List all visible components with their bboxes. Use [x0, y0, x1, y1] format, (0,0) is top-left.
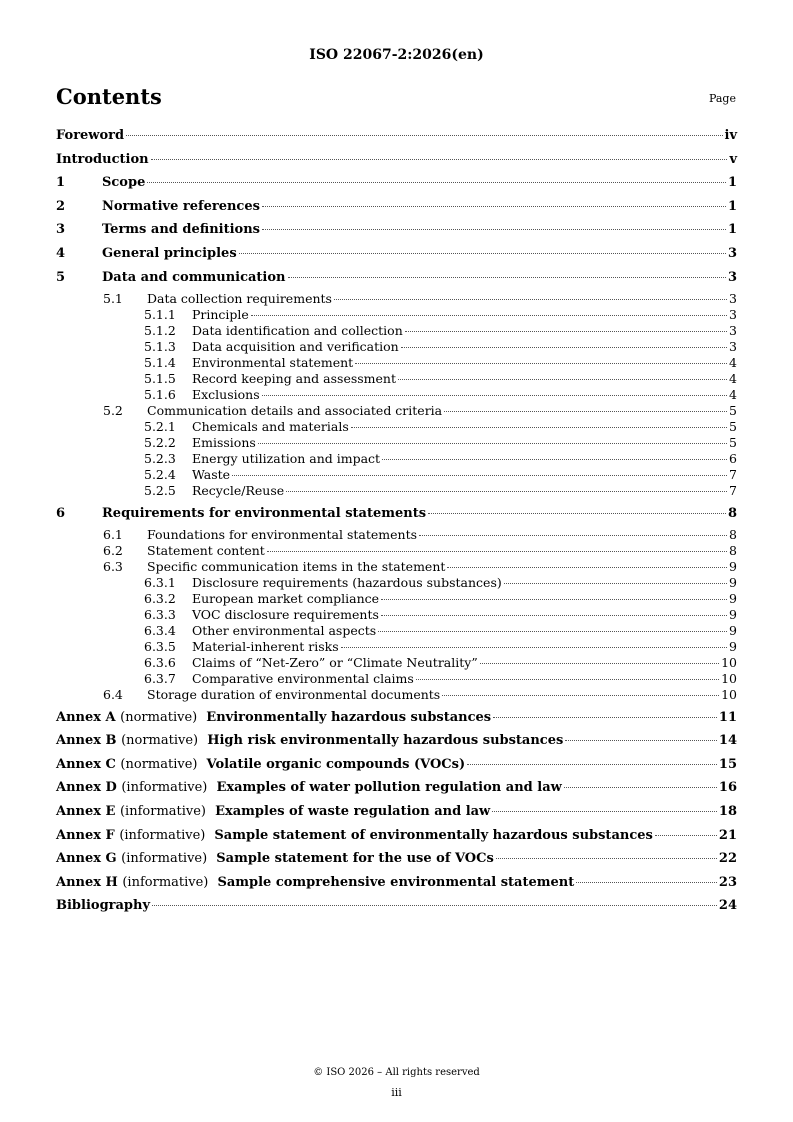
- toc-entry-number: 6.3.6: [144, 654, 176, 670]
- toc-entry-title: Record keeping and assessment: [192, 370, 396, 386]
- toc-entry-number: 6.4: [103, 686, 123, 702]
- toc-entry-page: 3: [727, 246, 737, 261]
- toc-entry[interactable]: [56, 483, 737, 499]
- toc-entry[interactable]: [56, 639, 737, 655]
- toc-entry-number: 6.2: [103, 542, 123, 558]
- toc-entry-number: 5.2: [103, 402, 123, 418]
- toc-entry-number: 5.2.5: [144, 482, 176, 498]
- dot-leader: [398, 379, 727, 380]
- annex-title: Volatile organic compounds (VOCs): [206, 756, 466, 772]
- toc-entry-page: 3: [729, 290, 737, 306]
- toc-entry-page: 10: [721, 654, 737, 670]
- toc-entry-page: 21: [718, 827, 737, 843]
- toc-entry-page: 5: [729, 434, 737, 450]
- toc-entry-page: 10: [721, 686, 737, 702]
- dot-leader: [262, 206, 726, 207]
- dot-leader: [564, 787, 717, 788]
- toc-entry[interactable]: [56, 419, 737, 435]
- toc-entry[interactable]: [56, 671, 737, 687]
- toc-entry-title: Chemicals and materials: [192, 418, 349, 434]
- toc-entry-page: 22: [718, 851, 737, 867]
- toc-entry[interactable]: [56, 291, 737, 307]
- dot-leader: [496, 858, 717, 859]
- document-id-header: ISO 22067-2:2026(en): [309, 47, 484, 63]
- dot-leader: [381, 615, 727, 616]
- toc-entry-page: 9: [729, 638, 737, 654]
- dot-leader: [428, 513, 726, 514]
- toc-entry-number: 5.2.2: [144, 434, 176, 450]
- annex-kind: (informative): [119, 804, 207, 819]
- annex-label: Annex B: [56, 733, 117, 749]
- toc-entry[interactable]: [56, 467, 737, 483]
- toc-entry-title: [56, 851, 494, 866]
- toc-entry[interactable]: [56, 506, 737, 526]
- dot-leader: [152, 905, 717, 906]
- dot-leader: [492, 811, 717, 812]
- toc-entry-page: 8: [727, 505, 737, 521]
- annex-title: Sample comprehensive environmental statement: [217, 874, 575, 890]
- toc-entry-number: 5.1: [103, 290, 123, 306]
- dot-leader: [341, 647, 727, 648]
- annex-title: Examples of waste regulation and law: [215, 804, 491, 819]
- toc-entry-page: 9: [729, 622, 737, 638]
- toc-entry-page: 3: [727, 269, 737, 285]
- toc-entry-number: 6.3.3: [144, 606, 176, 622]
- annex-kind: (informative): [119, 827, 206, 843]
- toc-entry-number: 5.1.6: [144, 386, 176, 402]
- toc-entry[interactable]: [56, 175, 737, 195]
- toc-entry-title: [56, 710, 491, 725]
- annex-title: Examples of water pollution regulation and law: [216, 780, 562, 796]
- dot-leader: [378, 631, 727, 632]
- annex-kind: (informative): [121, 851, 208, 867]
- annex-title: Sample statement of environmentally hazardous substances: [214, 827, 653, 843]
- toc-entry-page: 15: [718, 756, 737, 772]
- toc-entry-page: 24: [718, 898, 737, 914]
- toc-entry[interactable]: [56, 591, 737, 607]
- toc-entry[interactable]: [56, 371, 737, 387]
- toc-entry-title: Energy utilization and impact: [192, 450, 381, 466]
- toc-entry-number: 5.2.4: [144, 466, 176, 482]
- toc-entry-page: 8: [729, 542, 737, 558]
- toc-entry-page: 7: [729, 482, 737, 498]
- toc-entry-title: [56, 804, 490, 819]
- toc-entry-number: 6.1: [103, 526, 123, 542]
- toc-entry[interactable]: [56, 559, 737, 575]
- toc-entry-title: Specific communication items in the statement: [147, 558, 446, 574]
- toc-entry[interactable]: [56, 307, 737, 323]
- toc-entry-number: 5.1.2: [144, 322, 176, 338]
- toc-entry-page: 16: [718, 780, 737, 796]
- toc-entry-number: 6.3.7: [144, 670, 176, 686]
- toc-entry-title: Principle: [192, 306, 249, 322]
- toc-entry-title: Recycle/Reuse: [192, 482, 285, 498]
- dot-leader: [419, 535, 727, 536]
- toc-entry-title: Emissions: [192, 434, 256, 450]
- dot-leader: [258, 443, 727, 444]
- toc-entry-title: [56, 875, 574, 890]
- toc-entry[interactable]: [56, 875, 737, 895]
- dot-leader: [447, 567, 727, 568]
- toc-entry-page: 6: [729, 450, 737, 466]
- dot-leader: [576, 882, 717, 883]
- toc-entry-title: [56, 733, 563, 748]
- dot-leader: [655, 835, 717, 836]
- toc-entry[interactable]: [56, 323, 737, 339]
- toc-entry-number: 3: [56, 222, 66, 238]
- toc-entry-page: iv: [724, 128, 737, 143]
- toc-entry-number: 6.3.4: [144, 622, 176, 638]
- toc-entry-page: 9: [729, 590, 737, 606]
- toc-entry[interactable]: [56, 451, 737, 467]
- toc-entry-page: 10: [721, 670, 737, 686]
- annex-label: Annex D: [56, 780, 117, 796]
- toc-entry[interactable]: [56, 607, 737, 623]
- toc-entry[interactable]: [56, 543, 737, 559]
- toc-entry[interactable]: [56, 403, 737, 419]
- toc-entry-title: Foreword: [56, 128, 125, 143]
- toc-entry-number: 5: [56, 269, 66, 285]
- page-column-label: Page: [708, 92, 736, 105]
- toc-entry-title: Data acquisition and verification: [192, 338, 399, 354]
- toc-entry-number: 5.2.1: [144, 418, 176, 434]
- toc-entry-number: 6: [56, 505, 66, 521]
- toc-entry-page: 1: [727, 198, 737, 214]
- toc-entry[interactable]: [56, 828, 737, 848]
- toc-entry-title: [56, 757, 465, 772]
- dot-leader: [232, 475, 727, 476]
- toc-entry-number: 1: [56, 175, 66, 191]
- dot-leader: [493, 717, 717, 718]
- toc-entry-page: 23: [718, 874, 737, 890]
- dot-leader: [442, 695, 719, 696]
- toc-entry-title: Disclosure requirements (hazardous substances): [192, 574, 502, 590]
- toc-entry-page: 4: [729, 370, 737, 386]
- annex-title: High risk environmentally hazardous substances: [207, 733, 564, 749]
- toc-entry-page: 8: [729, 526, 737, 542]
- toc-entry[interactable]: [56, 387, 737, 403]
- toc-entry-title: [56, 780, 562, 795]
- toc-entry-page: v: [729, 151, 737, 167]
- toc-entry[interactable]: [56, 222, 737, 242]
- toc-entry[interactable]: [56, 128, 737, 148]
- toc-entry-title: Introduction: [56, 151, 149, 167]
- toc-entry-page: 9: [729, 574, 737, 590]
- toc-entry[interactable]: [56, 851, 737, 871]
- toc-entry[interactable]: [56, 804, 737, 824]
- toc-entry-number: 5.2.3: [144, 450, 176, 466]
- toc-entry-page: 1: [727, 222, 737, 238]
- dot-leader: [151, 159, 728, 160]
- dot-leader: [126, 135, 722, 136]
- toc-entry-title: Terms and definitions: [102, 222, 260, 238]
- annex-label: Annex A: [56, 709, 116, 725]
- toc-entry-number: 6.3.1: [144, 574, 176, 590]
- toc-entry-page: 4: [729, 386, 737, 402]
- toc-entry-page: 3: [729, 338, 737, 354]
- annex-kind: (normative): [121, 733, 199, 749]
- dot-leader: [480, 663, 719, 664]
- toc-entry-title: Claims of “Net-Zero” or “Climate Neutrality”: [192, 654, 478, 670]
- dot-leader: [381, 599, 727, 600]
- dot-leader: [382, 459, 727, 460]
- toc-entry-page: 7: [729, 466, 737, 482]
- annex-kind: (normative): [120, 709, 198, 725]
- copyright-notice: © ISO 2026 – All rights reserved: [313, 1067, 480, 1078]
- toc-entry-number: 5.1.1: [144, 306, 176, 322]
- toc-entry-title: [56, 828, 653, 843]
- dot-leader: [504, 583, 727, 584]
- dot-leader: [355, 363, 727, 364]
- toc-entry[interactable]: [56, 733, 737, 753]
- toc-entry-title: Material-inherent risks: [192, 638, 339, 654]
- toc-entry-title: Data collection requirements: [147, 290, 332, 306]
- toc-entry-number: 5.1.3: [144, 338, 176, 354]
- dot-leader: [288, 277, 726, 278]
- toc-entry-title: Statement content: [147, 542, 265, 558]
- toc-entry[interactable]: [56, 710, 737, 730]
- toc-entry-page: 3: [729, 322, 737, 338]
- toc-entry[interactable]: [56, 339, 737, 355]
- annex-title: Sample statement for the use of VOCs: [216, 851, 494, 867]
- annex-label: Annex G: [56, 851, 117, 867]
- toc-entry-page: 1: [727, 175, 737, 191]
- toc-entry[interactable]: [56, 152, 737, 172]
- toc-entry-page: 11: [718, 709, 737, 725]
- toc-entry-number: 2: [56, 198, 66, 214]
- toc-entry-title: Data identification and collection: [192, 322, 403, 338]
- toc-entry-title: Other environmental aspects: [192, 622, 377, 638]
- toc-entry-title: VOC disclosure requirements: [192, 606, 379, 622]
- dot-leader: [262, 229, 726, 230]
- toc-entry-page: 5: [729, 418, 737, 434]
- dot-leader: [147, 182, 726, 183]
- annex-label: Annex H: [56, 874, 118, 890]
- annex-label: Annex E: [56, 804, 116, 819]
- toc-entry-page: 18: [718, 804, 737, 819]
- toc-entry-title: European market compliance: [192, 590, 380, 606]
- dot-leader: [251, 315, 727, 316]
- dot-leader: [467, 764, 717, 765]
- toc-entry-number: 6.3: [103, 558, 123, 574]
- toc-entry-title: Normative references: [102, 198, 260, 214]
- annex-label: Annex C: [56, 756, 116, 772]
- dot-leader: [262, 395, 727, 396]
- toc-entry-title: Exclusions: [192, 386, 260, 402]
- toc-entry[interactable]: [56, 687, 737, 703]
- page-number: iii: [391, 1086, 402, 1099]
- dot-leader: [405, 331, 727, 332]
- toc-entry-title: Communication details and associated criteria: [147, 402, 443, 418]
- toc-entry[interactable]: [56, 575, 737, 591]
- dot-leader: [239, 253, 726, 254]
- toc-entry-title: Foundations for environmental statements: [147, 526, 418, 542]
- annex-label: Annex F: [56, 827, 115, 843]
- dot-leader: [267, 551, 727, 552]
- toc-entry-number: 4: [56, 246, 66, 261]
- toc-entry-title: Comparative environmental claims: [192, 670, 414, 686]
- toc-entry[interactable]: [56, 757, 737, 777]
- page-title: Contents: [56, 84, 162, 109]
- toc-entry[interactable]: [56, 435, 737, 451]
- toc-entry-page: 9: [729, 606, 737, 622]
- toc-entry-number: 5.1.4: [144, 354, 176, 370]
- toc-entry-number: 5.1.5: [144, 370, 176, 386]
- toc-entry[interactable]: [56, 246, 737, 266]
- toc-entry[interactable]: [56, 270, 737, 290]
- annex-kind: (normative): [120, 756, 198, 772]
- toc-entry-title: Requirements for environmental statements: [102, 505, 427, 521]
- toc-entry-page: 5: [729, 402, 737, 418]
- dot-leader: [565, 740, 717, 741]
- dot-leader: [401, 347, 727, 348]
- toc-entry-title: Bibliography: [56, 898, 151, 914]
- toc-entry-page: 4: [729, 354, 737, 370]
- dot-leader: [334, 299, 727, 300]
- toc-entry-page: 9: [729, 558, 737, 574]
- toc-entry-page: 14: [718, 733, 737, 749]
- dot-leader: [416, 679, 719, 680]
- toc-entry[interactable]: [56, 199, 737, 219]
- toc-entry[interactable]: [56, 655, 737, 671]
- dot-leader: [444, 411, 727, 412]
- annex-kind: (informative): [121, 780, 208, 796]
- toc-entry-title: Waste: [192, 466, 231, 482]
- toc-entry[interactable]: [56, 355, 737, 371]
- toc-entry-title: Scope: [102, 175, 146, 191]
- annex-title: Environmentally hazardous substances: [206, 709, 492, 725]
- dot-leader: [286, 491, 727, 492]
- toc-entry-title: Environmental statement: [192, 354, 354, 370]
- toc-entry[interactable]: [56, 898, 737, 918]
- toc-entry-title: Data and communication: [102, 269, 286, 285]
- annex-kind: (informative): [122, 874, 209, 890]
- dot-leader: [351, 427, 727, 428]
- toc-entry[interactable]: [56, 527, 737, 543]
- toc-entry[interactable]: [56, 623, 737, 639]
- toc-entry-title: Storage duration of environmental documents: [147, 686, 441, 702]
- toc-entry-number: 6.3.2: [144, 590, 176, 606]
- toc-entry-title: General principles: [102, 246, 237, 261]
- toc-entry-page: 3: [729, 306, 737, 322]
- toc-entry[interactable]: [56, 780, 737, 800]
- toc-entry-number: 6.3.5: [144, 638, 176, 654]
